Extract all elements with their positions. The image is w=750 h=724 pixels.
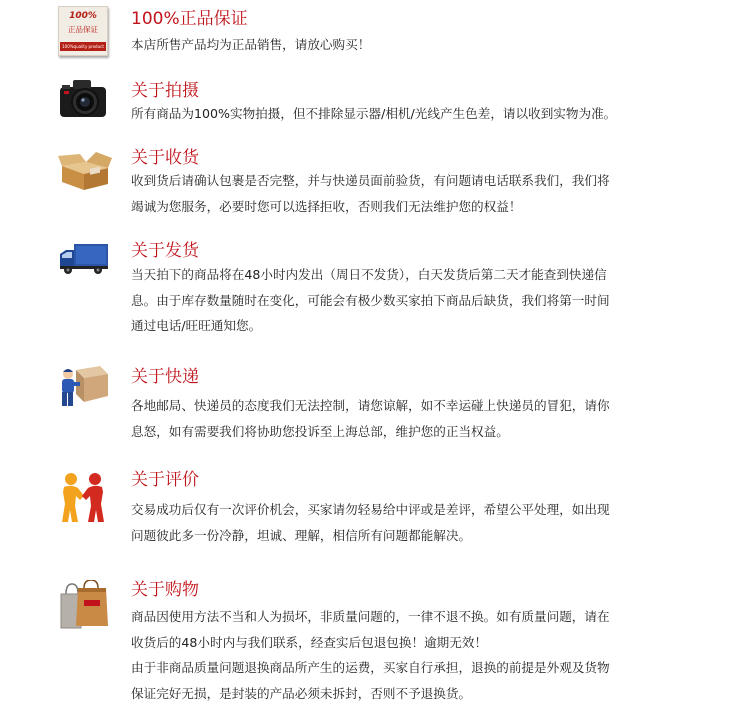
section-title: 关于发货 bbox=[131, 241, 199, 261]
section-body bbox=[131, 101, 691, 127]
body-line: 竭诚为您服务，必要时您可以选择拒收，否则我们无法维护您的权益！ bbox=[131, 198, 522, 214]
body-line: 当天拍下的商品将在48小时内发出（周日不发货），白天发货后第二天才能查到快递信 bbox=[131, 267, 607, 282]
badge-label: 正品保证 bbox=[68, 25, 98, 34]
shopping-bag-icon bbox=[58, 580, 114, 632]
body-line: 息怒，如有需要我们将协助您投诉至上海总部，维护您的正当权益。 bbox=[131, 423, 509, 439]
open-box-icon bbox=[56, 150, 112, 202]
handshake-icon bbox=[58, 472, 114, 524]
body-line: 收到货后请确认包裹是否完整，并与快递员面前验货，有问题请电话联系我们，我们将 bbox=[131, 173, 610, 188]
section-body bbox=[131, 32, 691, 58]
section-body bbox=[131, 393, 691, 444]
body-line: 由于非商品质量问题退换商品所产生的运费，买家自行承担，退换的前提是外观及货物 bbox=[131, 660, 610, 675]
section-body bbox=[131, 497, 691, 548]
section-body bbox=[131, 262, 691, 339]
body-line: 息。由于库存数量随时在变化，可能会有极少数买家拍下商品后缺货，我们将第一时间 bbox=[131, 292, 610, 308]
courier-icon bbox=[56, 364, 112, 416]
section-title: 关于购物 bbox=[131, 580, 199, 600]
delivery-truck-icon bbox=[58, 242, 114, 294]
body-line: 问题彼此多一份冷静，坦诚、理解，相信所有问题都能解决。 bbox=[131, 527, 472, 543]
body-line: 收货后的48小时内与我们联系，经查实后包退包换！逾期无效！ bbox=[131, 634, 488, 650]
section-body bbox=[131, 604, 691, 706]
badge-ribbon: 100%quality product bbox=[60, 42, 106, 51]
body-line: 本店所售产品均为正品销售，请放心购买！ bbox=[131, 37, 371, 52]
section-title: 关于拍摄 bbox=[131, 81, 199, 101]
body-line: 通过电话/旺旺通知您。 bbox=[131, 318, 262, 333]
section-body bbox=[131, 168, 691, 219]
quality-badge-icon bbox=[58, 6, 108, 56]
section-title: 100%正品保证 bbox=[131, 9, 248, 29]
body-line: 交易成功后仅有一次评价机会，买家请勿轻易给中评或是差评，希望公平处理，如出现 bbox=[131, 502, 610, 517]
badge-percent: 100% bbox=[69, 11, 97, 21]
body-line: 所有商品为100%实物拍摄，但不排除显示器/相机/光线产生色差，请以收到实物为准。 bbox=[131, 106, 617, 121]
body-line: 保证完好无损，是封装的产品必须未拆封，否则不予退换货。 bbox=[131, 685, 472, 701]
section-title: 关于收货 bbox=[131, 148, 199, 168]
section-title: 关于快递 bbox=[131, 367, 199, 387]
section-title: 关于评价 bbox=[131, 470, 199, 490]
body-line: 各地邮局、快递员的态度我们无法控制，请您谅解，如不幸运碰上快递员的冒犯，请你 bbox=[131, 398, 610, 413]
camera-icon bbox=[58, 77, 114, 129]
body-line: 商品因使用方法不当和人为损坏，非质量问题的，一律不退不换。如有质量问题，请在 bbox=[131, 609, 610, 624]
